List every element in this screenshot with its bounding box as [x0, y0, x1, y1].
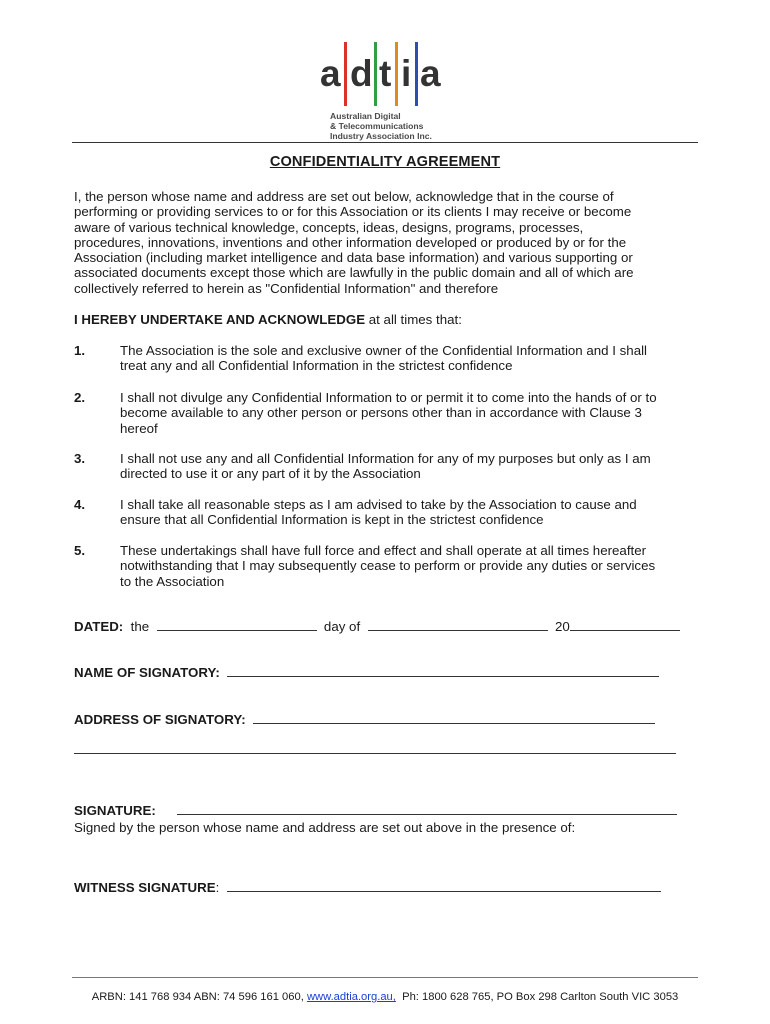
- name-of-signatory-blank[interactable]: [227, 665, 659, 677]
- dated-label: DATED:: [74, 619, 124, 634]
- intro-line: I, the person whose name and address are set out below, acknowledge that in the course of: [74, 189, 614, 204]
- logo-bar-blue: [415, 42, 418, 106]
- undertake-statement: [74, 312, 462, 327]
- signature-field: [74, 803, 677, 818]
- intro-line: performing or providing services to or for this Association or its clients I may receive or become: [74, 204, 632, 220]
- name-of-signatory-field: [74, 665, 659, 680]
- intro-line: aware of various technical knowledge, concepts, ideas, designs, programs, processes,: [74, 219, 584, 235]
- address-of-signatory-label: ADDRESS OF SIGNATORY:: [74, 712, 246, 727]
- signed-by-note: Signed by the person whose name and address are set out above in the presence of:: [74, 820, 576, 835]
- witness-signature-blank[interactable]: [227, 880, 661, 892]
- logo-wordmark: [316, 38, 446, 98]
- day-blank[interactable]: [157, 619, 317, 631]
- footer-registration: ARBN: 141 768 934 ABN: 74 596 161 060,: [91, 991, 304, 1003]
- clause-line: to the Association: [120, 573, 225, 589]
- month-blank[interactable]: [368, 619, 548, 631]
- clause-number: 1.: [74, 343, 86, 358]
- logo-bar-green: [374, 42, 377, 106]
- day-of-label: day of: [323, 619, 361, 634]
- logo-subtitle: [330, 112, 450, 141]
- clause-line: hereof: [120, 420, 158, 436]
- year-blank[interactable]: [570, 619, 680, 631]
- clause-text: [120, 451, 710, 482]
- footer: [0, 991, 770, 1003]
- clause-number: 2.: [74, 390, 86, 405]
- clause-number: 3.: [74, 451, 86, 466]
- intro-line: procedures, innovations, inventions and other information developed or produced by or for the: [74, 234, 627, 250]
- clause-text: [120, 343, 710, 374]
- clause-line: notwithstanding that I may subsequently cease to perform or provide any duties or services: [120, 558, 656, 574]
- dated-the-label: the: [130, 619, 150, 634]
- footer-contact: Ph: 1800 628 765, PO Box 298 Carlton South VIC 3053: [402, 991, 679, 1003]
- clause-text: [120, 543, 710, 589]
- clause-line: I shall not divulge any Confidential Information to or permit it to come into the hands of or to: [120, 390, 657, 405]
- clause-line: treat any and all Confidential Information in the strictest confidence: [120, 358, 513, 374]
- dated-field: [74, 619, 680, 634]
- intro-line: Association (including market intelligence and data base information) and various supporting or: [74, 250, 633, 266]
- signature-label: SIGNATURE:: [74, 803, 156, 818]
- intro-paragraph: [74, 189, 698, 296]
- clause-text: [120, 390, 710, 436]
- logo-letter-t: t: [379, 53, 392, 94]
- header-divider: [72, 142, 698, 143]
- signature-blank[interactable]: [177, 803, 677, 815]
- document-title: CONFIDENTIALITY AGREEMENT: [269, 154, 501, 170]
- adtia-logo: [316, 38, 446, 142]
- clause-number: 4.: [74, 497, 86, 512]
- address-blank-line-2[interactable]: [74, 742, 676, 754]
- undertake-bold: I HEREBY UNDERTAKE AND ACKNOWLEDGE: [74, 312, 366, 327]
- clause-line: I shall not use any and all Confidential Information for any of my purposes but only as I am: [120, 451, 651, 466]
- clause-line: The Association is the sole and exclusive owner of the Confidential Information and I shall: [120, 343, 648, 358]
- witness-signature-field: [74, 880, 661, 895]
- intro-line: associated documents except those which are lawfully in the public domain and all of which are: [74, 265, 634, 281]
- address-blank-line-1[interactable]: [253, 712, 655, 724]
- footer-website-link[interactable]: www.adtia.org.au,: [306, 991, 396, 1003]
- clause-number: 5.: [74, 543, 86, 558]
- logo-letter-a2: a: [420, 53, 441, 94]
- logo-subtitle-line: Industry Association Inc.: [330, 130, 432, 141]
- logo-subtitle-line: & Telecommunications: [330, 120, 424, 131]
- clause-line: directed to use it or any part of it by the Association: [120, 466, 421, 482]
- witness-signature-label: WITNESS SIGNATURE: [74, 880, 216, 895]
- logo-letter-a: a: [320, 53, 341, 94]
- clause-line: become available to any other person or persons other than in accordance with Clause 3: [120, 405, 642, 421]
- name-of-signatory-label: NAME OF SIGNATORY:: [74, 665, 220, 680]
- footer-divider: [72, 977, 698, 978]
- logo-bar-red: [344, 42, 347, 106]
- intro-line: collectively referred to herein as "Confidential Information" and therefore: [74, 280, 499, 296]
- logo-letter-i: i: [401, 53, 412, 94]
- logo-subtitle-line: Australian Digital: [330, 111, 401, 121]
- clause-text: [120, 497, 710, 528]
- clause-line: ensure that all Confidential Information is kept in the strictest confidence: [120, 512, 544, 528]
- clause-line: These undertakings shall have full force and effect and shall operate at all times hereafter: [120, 543, 647, 558]
- address-continuation-field: [74, 742, 676, 757]
- logo-bar-orange: [395, 42, 398, 106]
- undertake-rest: at all times that:: [365, 312, 462, 327]
- clause-line: I shall take all reasonable steps as I am advised to take by the Association to cause and: [120, 497, 637, 512]
- address-of-signatory-field: [74, 712, 655, 727]
- year-prefix: 20: [554, 619, 570, 634]
- witness-colon: :: [215, 880, 220, 895]
- logo-letter-d: d: [350, 53, 373, 94]
